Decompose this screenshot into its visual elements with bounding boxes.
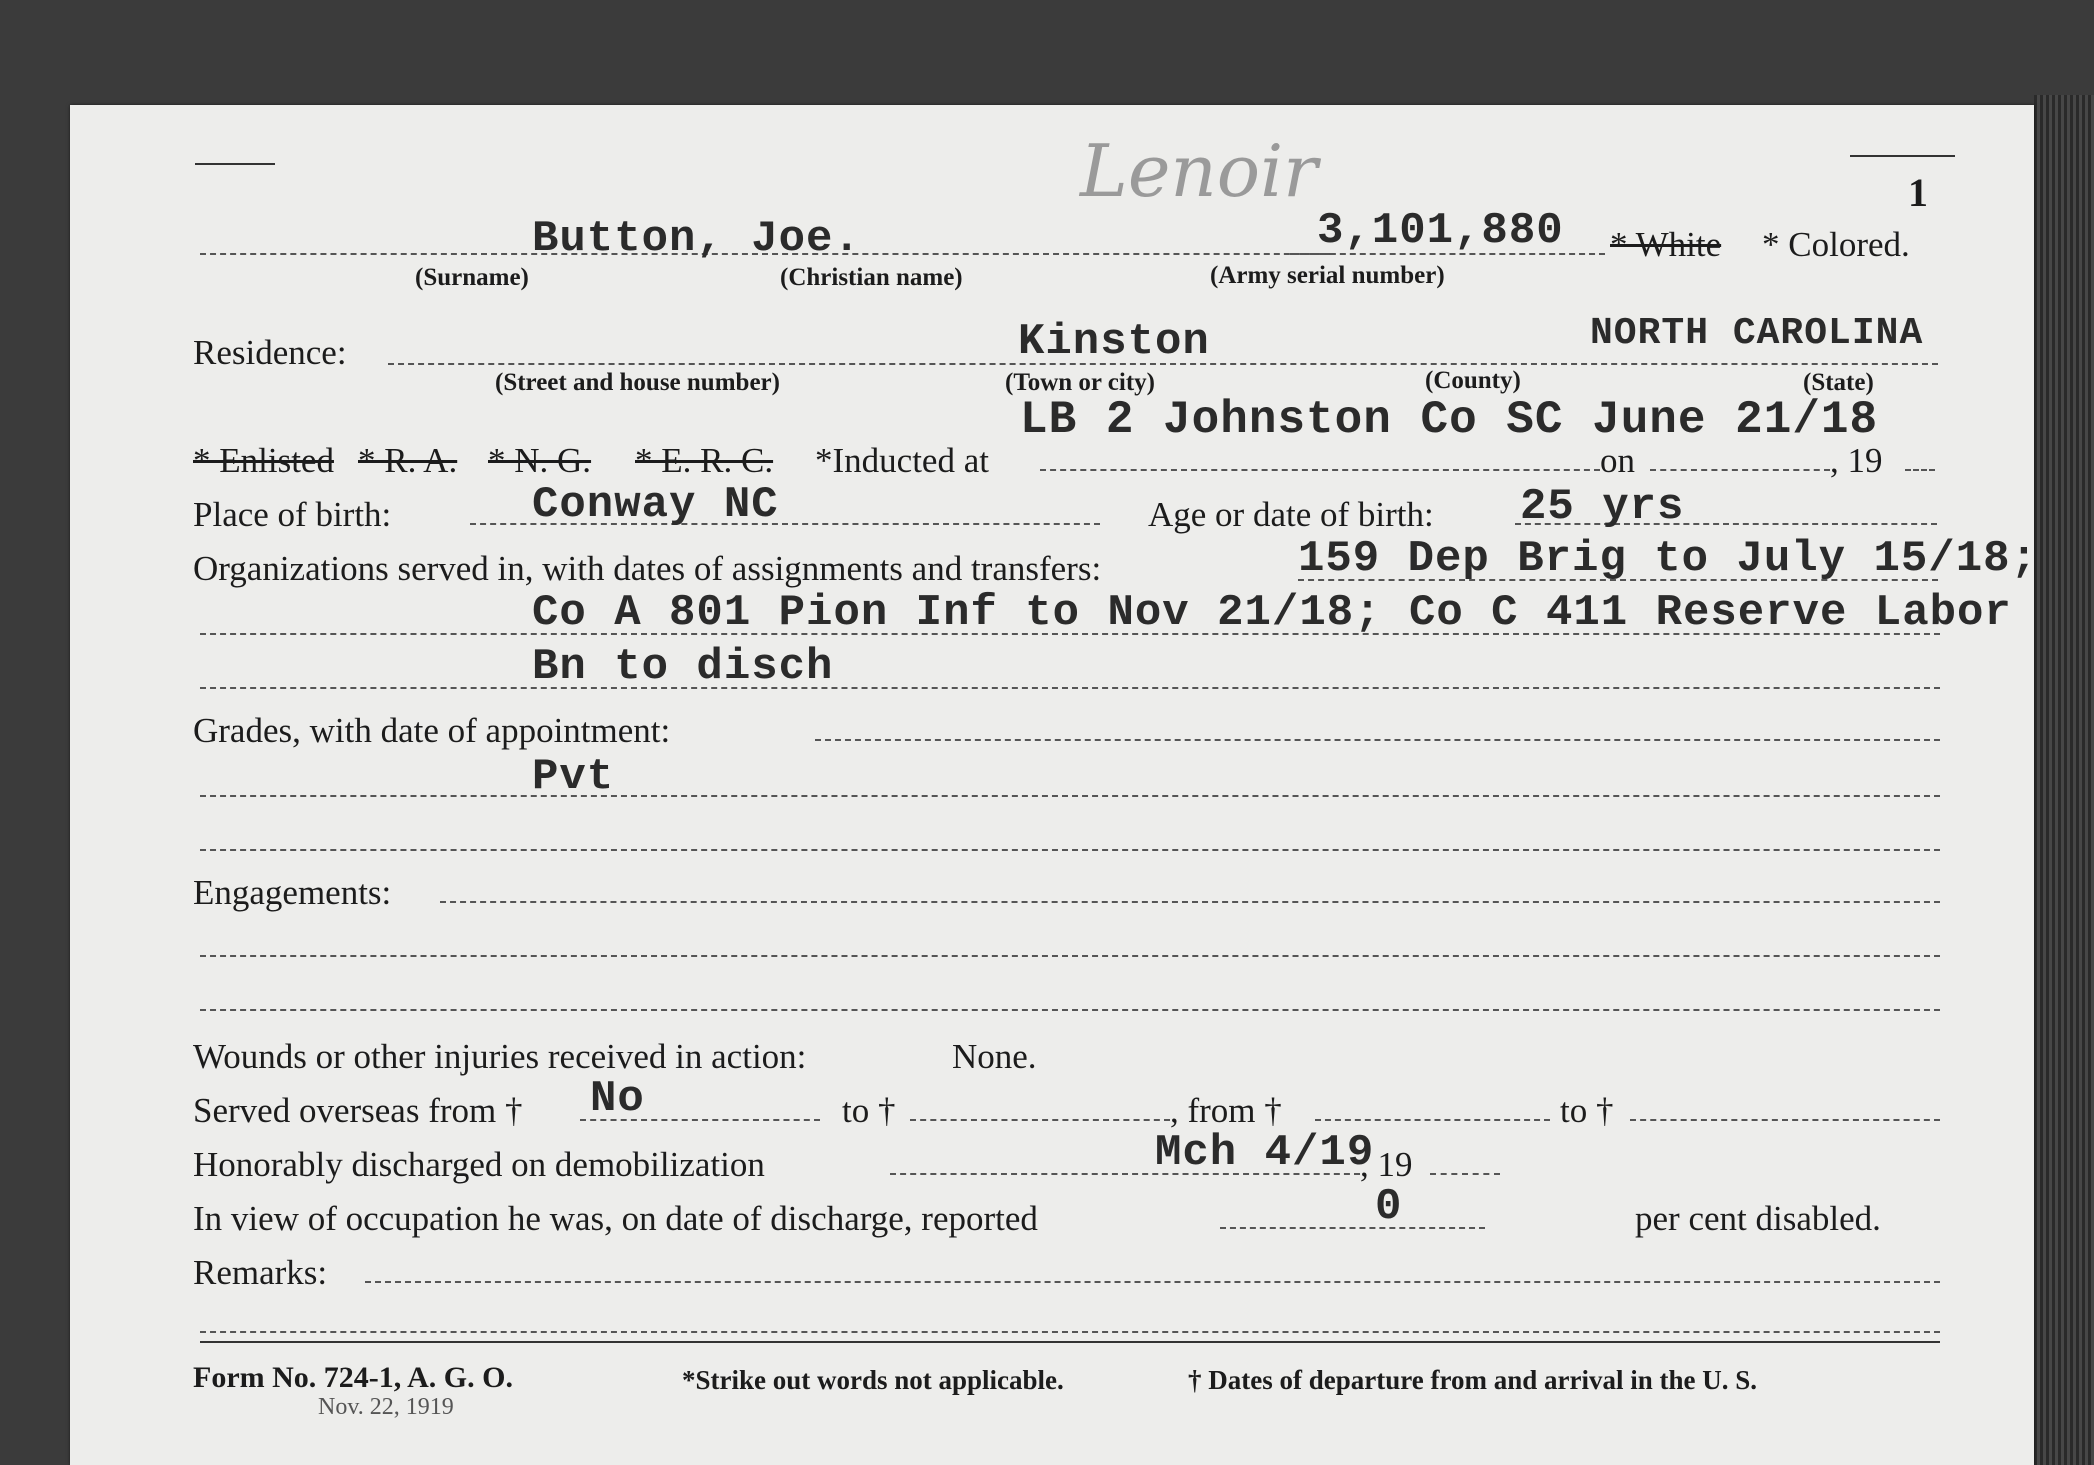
- overseas-to-line: [910, 1119, 1170, 1121]
- age-value: 25 yrs: [1520, 482, 1685, 532]
- overseas-from-value: No: [590, 1074, 645, 1124]
- engagements-rule-3: [200, 1009, 1940, 1011]
- footer-rule: [200, 1341, 1940, 1343]
- residence-label: Residence:: [193, 333, 347, 372]
- form-number: Form No. 724-1, A. G. O.: [193, 1361, 513, 1394]
- soldier-name: Button, Joe.: [532, 214, 861, 264]
- organizations-line-1: 159 Dep Brig to July 15/18;: [1298, 534, 2038, 584]
- remarks-rule-1: [365, 1281, 1940, 1283]
- induction-place-date: LB 2 Johnston Co SC June 21/18: [1020, 394, 1879, 446]
- corner-rule-right: [1850, 155, 1955, 157]
- erc-struck: * E. R. C.: [635, 441, 774, 480]
- enlisted-struck: * Enlisted: [193, 441, 334, 480]
- residence-town: Kinston: [1018, 317, 1210, 367]
- army-serial-number: 3,101,880: [1317, 206, 1564, 256]
- handwritten-county: Lenoir: [1080, 129, 1318, 213]
- engagements-rule-1: [440, 901, 1940, 903]
- place-of-birth: Conway NC: [532, 480, 779, 530]
- overseas-label: Served overseas from †: [193, 1091, 523, 1130]
- org-rule-3: [200, 687, 1940, 689]
- overseas-to-label: to †: [842, 1091, 896, 1130]
- surname-caption: (Surname): [415, 264, 529, 291]
- wounds-label: Wounds or other injuries received in action:: [193, 1037, 807, 1076]
- remarks-rule-2: [200, 1331, 1940, 1333]
- grades-rule-2: [200, 795, 1940, 797]
- disability-label: In view of occupation he was, on date of discharge, reported: [193, 1199, 1038, 1238]
- organizations-label: Organizations served in, with dates of assignments and transfers:: [193, 549, 1102, 588]
- year-line: [1905, 469, 1935, 471]
- grades-label: Grades, with date of appointment:: [193, 711, 671, 750]
- place-of-birth-label: Place of birth:: [193, 495, 392, 534]
- disability-value: 0: [1375, 1182, 1403, 1232]
- ra-struck: * R. A.: [358, 441, 458, 480]
- residence-state: NORTH CAROLINA: [1590, 312, 1924, 355]
- corner-rule: [195, 163, 275, 165]
- footnote-dates: † Dates of departure from and arrival in the U. S.: [1188, 1365, 1757, 1395]
- form-date: Nov. 22, 1919: [318, 1394, 454, 1420]
- ng-struck: * N. G.: [488, 441, 592, 480]
- age-label: Age or date of birth:: [1148, 495, 1434, 534]
- disability-line: [1220, 1227, 1485, 1229]
- overseas-to2-label: to †: [1560, 1091, 1614, 1130]
- year-label: , 19: [1830, 441, 1883, 480]
- service-record-card: [70, 105, 2038, 1465]
- inducted-label: *Inducted at: [815, 441, 989, 480]
- organizations-line-3: Bn to disch: [532, 642, 834, 692]
- grades-rule-3: [200, 849, 1940, 851]
- organizations-line-2: Co A 801 Pion Inf to Nov 21/18; Co C 411 Reserve Labor: [532, 588, 2012, 638]
- engagements-rule-2: [200, 955, 1940, 957]
- disability-suffix: per cent disabled.: [1635, 1199, 1881, 1238]
- town-caption: (Town or city): [1005, 369, 1155, 396]
- engagements-label: Engagements:: [193, 873, 392, 912]
- discharge-date: Mch 4/19: [1155, 1128, 1375, 1178]
- serial-caption: (Army serial number): [1210, 262, 1445, 289]
- card-edge-shadow: [2034, 95, 2094, 1465]
- state-caption: (State): [1803, 369, 1874, 396]
- county-caption: (County): [1425, 367, 1521, 394]
- grade-value: Pvt: [532, 752, 615, 802]
- org-rule-1: [1298, 579, 1938, 581]
- card-number: 1: [1908, 170, 1928, 215]
- on-label: on: [1600, 441, 1635, 480]
- wounds-value: None.: [952, 1037, 1037, 1076]
- race-white-struck: * White: [1610, 225, 1722, 264]
- remarks-label: Remarks:: [193, 1253, 328, 1292]
- christian-name-caption: (Christian name): [780, 264, 963, 291]
- on-line: [1650, 469, 1830, 471]
- inducted-line: [1040, 469, 1600, 471]
- discharge-year: , 19: [1360, 1145, 1413, 1184]
- race-colored: * Colored.: [1762, 225, 1910, 264]
- footnote-strike-out: *Strike out words not applicable.: [682, 1365, 1064, 1395]
- discharge-label: Honorably discharged on demobilization: [193, 1145, 765, 1184]
- overseas-to2-line: [1630, 1119, 1940, 1121]
- overseas-from2-label: , from †: [1170, 1091, 1282, 1130]
- street-caption: (Street and house number): [495, 369, 780, 396]
- overseas-from2-line: [1315, 1119, 1550, 1121]
- discharge-year-line: [1430, 1173, 1500, 1175]
- grades-rule-1: [815, 739, 1940, 741]
